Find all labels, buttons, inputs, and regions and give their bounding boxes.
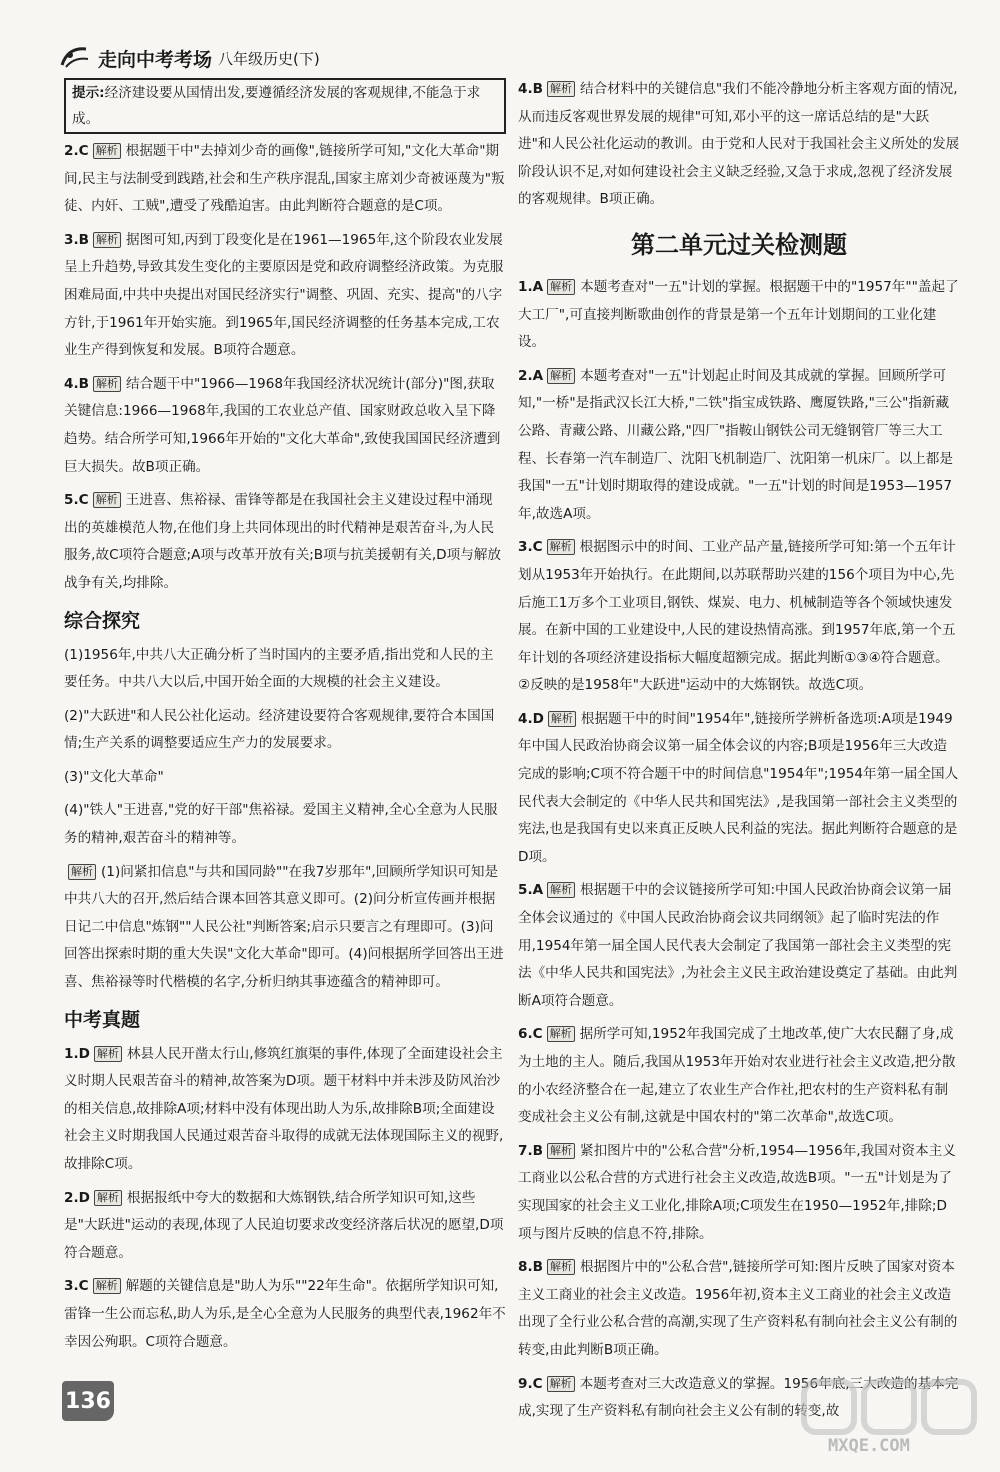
left-column — [64, 78, 506, 1362]
answer-number: 4.B — [64, 375, 89, 392]
analysis-tag: 解析 — [547, 539, 575, 555]
analysis-tag: 解析 — [93, 1278, 121, 1294]
section-title-exam: 中考真题 — [64, 1008, 141, 1031]
answer-item — [518, 1021, 960, 1131]
answer-number: 2.C — [64, 143, 89, 159]
answer-text: 根据图示中的时间、工业产品产量,链接所学可知:第一个五年计划从1953年开始执行。在此期间,以苏联帮助兴建的156个项目为中心,先后施工1万多个工业项目,钢铁、煤炭、电力、机械制造等各个领域快速发展。在新中国的工业建设中,人民的建设热情高涨。到1957年底,第一个五年计划的各项经济建设指标大幅度超额完成。据此判断①③④符合题意。②反映的是1958年"大跃进"运动中的大炼钢铁。故选C项。 — [518, 539, 956, 694]
analysis-tag: 解析 — [93, 376, 121, 392]
analysis-tag: 解析 — [547, 279, 575, 295]
section-title-explore: 综合探究 — [64, 609, 141, 632]
answer-text: 紧扣图片中的"公私合营"分析,1954—1956年,我国对资本主义工商业以公私合营的方式进行社会主义改造,故选B项。"一五"计划是为了实现国家的社会主义工业化,排除A项;C项发生在1950—1952年,排除;D项与图片反映的信息不符,排除。 — [518, 1142, 956, 1242]
answer-text: 根据题干中的时间"1954年",链接所学辨析备选项:A项是1949年中国人民政治协商会议第一届全体会议的内容;B项是1956年三大改造完成的影响;C项不符合题干中的时间信息"1954年";1954年第一届全国人民代表大会制定的《中华人民共和国宪法》,是我国第一部社会主义类型的宪法,也是我国有史以来真正反映人民利益的宪法。据此判断符合题意的是D项。 — [518, 710, 959, 865]
analysis-tag: 解析 — [547, 368, 575, 384]
analysis-tag: 解析 — [547, 1143, 575, 1159]
right-column — [518, 76, 960, 1432]
answer-number: 2.D — [64, 1189, 90, 1206]
answer-item — [64, 797, 506, 852]
analysis-tag: 解析 — [547, 1259, 575, 1275]
book-logo-icon — [58, 43, 92, 73]
answer-number: 4.D — [518, 710, 544, 727]
analysis-tag: 解析 — [547, 882, 575, 898]
tip-text: 经济建设要从国情出发,要遵循经济发展的客观规律,不能急于求成。 — [72, 85, 481, 127]
answer-text: 根据题干中的会议链接所学可知:中国人民政治协商会议第一届全体会议通过的《中国人民政治协商会议共同纲领》起了临时宪法的作用,1954年第一届全国人民代表大会制定了我国第一部社会主义类型的宪法《中华人民共和国宪法》,为社会主义民主政治建设奠定了基础。由此判断A项符合题意。 — [518, 882, 958, 1009]
answer-number: 5.A — [518, 882, 544, 899]
answer-text: 结合题干中"1966—1968年我国经济状况统计(部分)"图,获取关键信息:1966—1968年,我国的工农业总产值、国家财政总收入呈下降趋势。结合所学可知,1966年开始的"文化大革命",致使我国国民经济遭到巨大损失。故B项正确。 — [64, 375, 501, 475]
answer-number: 3.C — [64, 1278, 89, 1295]
answer-number: 2.A — [518, 367, 544, 384]
analysis-tag: 解析 — [93, 232, 121, 248]
answer-number: 1.D — [64, 1045, 90, 1062]
answer-number: 3.B — [64, 231, 89, 248]
header-brand: 走向中考考场 — [98, 48, 213, 71]
explore-analysis — [64, 859, 506, 997]
answer-number: 7.B — [518, 1142, 543, 1159]
page-number: 136 — [62, 1381, 114, 1421]
answer-text: 林县人民开凿太行山,修筑红旗渠的事件,体现了全面建设社会主义时期人民艰苦奋斗的精神,故答案为D项。题干材料中并未涉及防风治沙的相关信息,故排除A项;材料中没有体现出助人为乐,故排除B项;全面建设社会主义时期我国人民通过艰苦奋斗取得的成就无法体现国际主义的视野,故排除C项。 — [64, 1045, 504, 1172]
watermark-site: MXQE.COM — [828, 1436, 910, 1456]
answer-text: 根据题干中"去掉刘少奇的画像",链接所学可知,"文化大革命"期间,民主与法制受到践踏,社会和生产秩序混乱,国家主席刘少奇被诬蔑为"叛徒、内奸、工贼",遭受了残酷迫害。由此判断符合题意的是C项。 — [64, 143, 505, 215]
answer-item — [64, 138, 506, 221]
tip-box — [64, 78, 506, 134]
answer-item — [64, 227, 506, 365]
answer-item — [64, 703, 506, 758]
answer-text: 本题考查对三大改造意义的掌握。1956年底,三大改造的基本完成,实现了生产资料私有制向社会主义公有制的转变,故 — [518, 1375, 959, 1420]
explore-list — [64, 642, 506, 853]
answer-item — [64, 1185, 506, 1268]
analysis-tag: 解析 — [93, 492, 121, 508]
answer-text: (1)1956年,中共八大正确分析了当时国内的主要矛盾,指出党和人民的主要任务。中共八大以后,中国开始全面的大规模的社会主义建设。 — [64, 646, 494, 691]
answer-text: 解题的关键信息是"助人为乐""22年生命"。依据所学知识可知,雷锋一生公而忘私,助人为乐,是全心全意为人民服务的典型代表,1962年不幸因公殉职。C项符合题意。 — [64, 1278, 506, 1350]
answer-number: 6.C — [518, 1026, 543, 1043]
analysis-tag: 解析 — [93, 143, 121, 159]
answer-number: 3.C — [518, 539, 543, 556]
answer-item — [518, 534, 960, 700]
answer-text: (4)"铁人"王进喜,"党的好干部"焦裕禄。爱国主义精神,全心全意为人民服务的精神,艰苦奋斗的精神等。 — [64, 802, 498, 847]
header-subtitle: 八年级历史(下) — [218, 49, 320, 68]
answer-item — [518, 1138, 960, 1248]
answer-number: 9.C — [518, 1375, 543, 1392]
page-header — [58, 38, 320, 78]
answer-item — [518, 706, 960, 872]
analysis-tag: 解析 — [548, 711, 576, 727]
exam-list — [64, 1041, 506, 1357]
answer-item — [518, 1254, 960, 1364]
analysis-tag: 解析 — [94, 1046, 122, 1062]
answer-text: 据图可知,丙到丁段变化是在1961—1965年,这个阶段农业发展呈上升趋势,导致其发生变化的主要原因是党和政府调整经济政策。为克服困难局面,中共中央提出对国民经济实行"调整、巩固、充实、提高"的八字方针,于1961年开始实施。到1965年,国民经济调整的任务基本完成,工农业生产得到恢复和发展。B项符合题意。 — [64, 231, 504, 359]
analysis-tag: 解析 — [94, 1190, 122, 1206]
answer-item — [64, 371, 506, 481]
explore-analysis-text: (1)问紧扣信息"与共和国同龄""在我7岁那年",回顾所学知识可知是中共八大的召开,然后结合课本回答其意义即可。(2)问分析宣传画并根据日记二中信息"炼钢""人民公社"判断答案;启示只要言之有理即可。(3)问回答出探索时期的重大失误"文化大革命"即可。(4)问根据所学回答出王进喜、焦裕禄等时代楷模的名字,分析归纳其事迹蕴含的精神即可。 — [64, 863, 504, 991]
answer-number: 5.C — [64, 492, 89, 509]
tip-label: 提示: — [72, 85, 105, 101]
answer-text: 王进喜、焦裕禄、雷锋等都是在我国社会主义建设过程中涌现出的英雄模范人物,在他们身上共同体现出的时代精神是艰苦奋斗,为人民服务,故C项符合题意;A项与改革开放有关;B项与抗美援朝有关,D项与解放战争有关,均排除。 — [64, 492, 502, 591]
answer-number: 8.B — [518, 1259, 543, 1276]
unit-test-title: 第二单元过关检测题 — [631, 230, 847, 259]
analysis-tag: 解析 — [547, 81, 575, 97]
answer-text: 结合材料中的关键信息"我们不能冷静地分析主客观方面的情况,从而违反客观世界发展的规律"可知,邓小平的这一席话总结的是"大跃进"和人民公社化运动的教训。由于党和人民对于我国社会主义所处的发展阶段认识不足,对如何建设社会主义缺乏经验,又急于求成,忽视了经济发展的客观规律。B项正确。 — [518, 81, 960, 208]
answer-text: 根据图片中的"公私合营",链接所学可知:图片反映了国家对资本主义工商业的社会主义改造。1956年初,资本主义工商业的社会主义改造出现了全行业公私合营的高潮,实现了生产资料私有制向社会主义公有制的转变,由此判断B项正确。 — [518, 1259, 958, 1358]
analysis-tag: 解析 — [547, 1026, 575, 1042]
answer-item — [64, 764, 506, 792]
analysis-tag: 解析 — [547, 1376, 575, 1392]
answer-text: (3)"文化大革命" — [64, 768, 164, 785]
answer-number: 1.A — [518, 278, 544, 295]
answer-text: (2)"大跃进"和人民公社化运动。经济建设要符合客观规律,要符合本国国情;生产关系的调整要适应生产力的发展要求。 — [64, 707, 495, 752]
answer-number: 4.B — [518, 81, 543, 97]
answer-list — [64, 138, 506, 598]
answer-list-top — [518, 76, 960, 214]
answer-text: 本题考查对"一五"计划的掌握。根据题干中的"1957年""盖起了大工厂",可直接判断歌曲创作的背景是第一个五年计划期间的工业化建设。 — [518, 278, 959, 351]
unit-test-answer-list — [518, 274, 960, 1426]
answer-item — [518, 76, 960, 214]
answer-item — [518, 877, 960, 1015]
answer-item — [64, 642, 506, 697]
answer-item — [518, 274, 960, 357]
answer-item — [64, 1041, 506, 1179]
answer-text: 根据报纸中夸大的数据和大炼钢铁,结合所学知识可知,这些是"大跃进"运动的表现,体现了人民迫切要求改变经济落后状况的愿望,D项符合题意。 — [64, 1189, 504, 1261]
analysis-tag: 解析 — [68, 864, 96, 880]
answer-text: 本题考查对"一五"计划起止时间及其成就的掌握。回顾所学可知,"一桥"是指武汉长江大桥,"二铁"指宝成铁路、鹰厦铁路,"三公"指新藏公路、青藏公路、川藏公路,"四厂"指鞍山钢铁公司无缝钢管厂等三大工程、长春第一汽车制造厂、沈阳飞机制造厂、沈阳第一机床厂。以上都是我国"一五"计划时期取得的建设成就。"一五"计划的时间是1953—1957年,故选A项。 — [518, 367, 953, 522]
answer-text: 据所学可知,1952年我国完成了土地改革,使广大农民翻了身,成为土地的主人。随后,我国从1953年开始对农业进行社会主义改造,把分散的小农经济整合在一起,建立了农业生产合作社,把农村的生产资料私有制变成社会主义公有制,这就是中国农村的"第二次革命",故选C项。 — [518, 1026, 956, 1126]
answer-item — [64, 487, 506, 597]
answer-item — [64, 1273, 506, 1356]
answer-item — [518, 363, 960, 529]
